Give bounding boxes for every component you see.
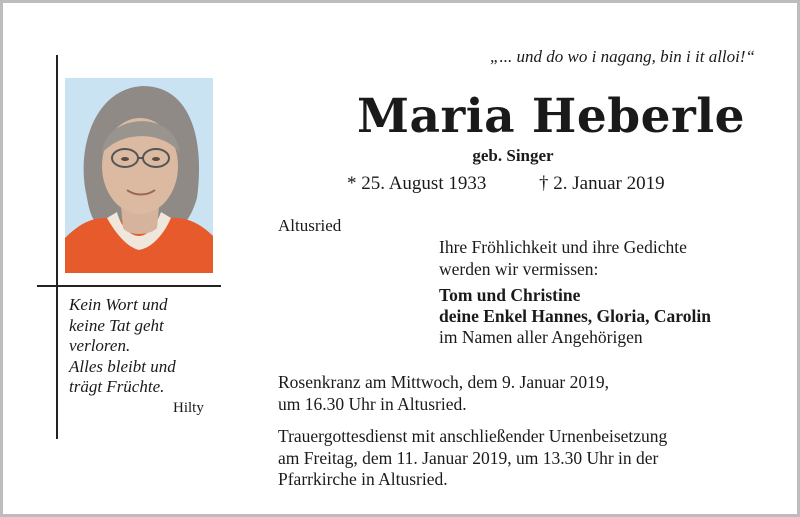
- verse-author: Hilty: [173, 400, 204, 416]
- rosary-line: Rosenkranz am Mittwoch, dem 9. Januar 2019,: [278, 372, 609, 392]
- service-line: Pfarrkirche in Altusried.: [278, 469, 448, 489]
- rosary-info: [278, 372, 609, 415]
- service-line: Trauergottesdienst mit anschließender Urnenbeisetzung: [278, 426, 668, 446]
- rosary-line: um 16.30 Uhr in Altusried.: [278, 393, 467, 414]
- verse-line: verloren.: [69, 336, 131, 355]
- place-name: Altusried: [278, 216, 342, 235]
- deceased-name: Maria Heberle: [357, 89, 746, 144]
- death-date: † 2. Januar 2019: [539, 173, 665, 194]
- verse-line: trägt Früchte.: [69, 377, 165, 396]
- cross-horizontal-line: [37, 285, 221, 287]
- message-line: Ihre Fröhlichkeit und ihre Gedichte: [439, 237, 687, 257]
- service-line: am Freitag, dem 11. Januar 2019, um 13.30 Uhr in der: [278, 447, 659, 468]
- birth-name: geb. Singer: [472, 146, 554, 165]
- mourner-line: deine Enkel Hannes, Gloria, Carolin: [439, 306, 711, 326]
- service-info: [278, 426, 667, 491]
- mourner-line: Tom und Christine: [439, 285, 581, 305]
- birth-date: * 25. August 1933: [347, 173, 487, 194]
- message-line: werden wir vermissen:: [439, 259, 599, 279]
- motto-quote: „... und do wo i nagang, bin i it alloi!“: [490, 47, 755, 66]
- cross-vertical-line: [56, 55, 58, 439]
- verse-line: keine Tat geht: [69, 315, 164, 335]
- portrait-photo: [65, 78, 213, 273]
- verse-line: Kein Wort und: [69, 295, 168, 314]
- verse-block: [69, 295, 176, 398]
- verse-line: Alles bleibt und: [69, 356, 176, 376]
- mourners-note: im Namen aller Angehörigen: [439, 327, 643, 347]
